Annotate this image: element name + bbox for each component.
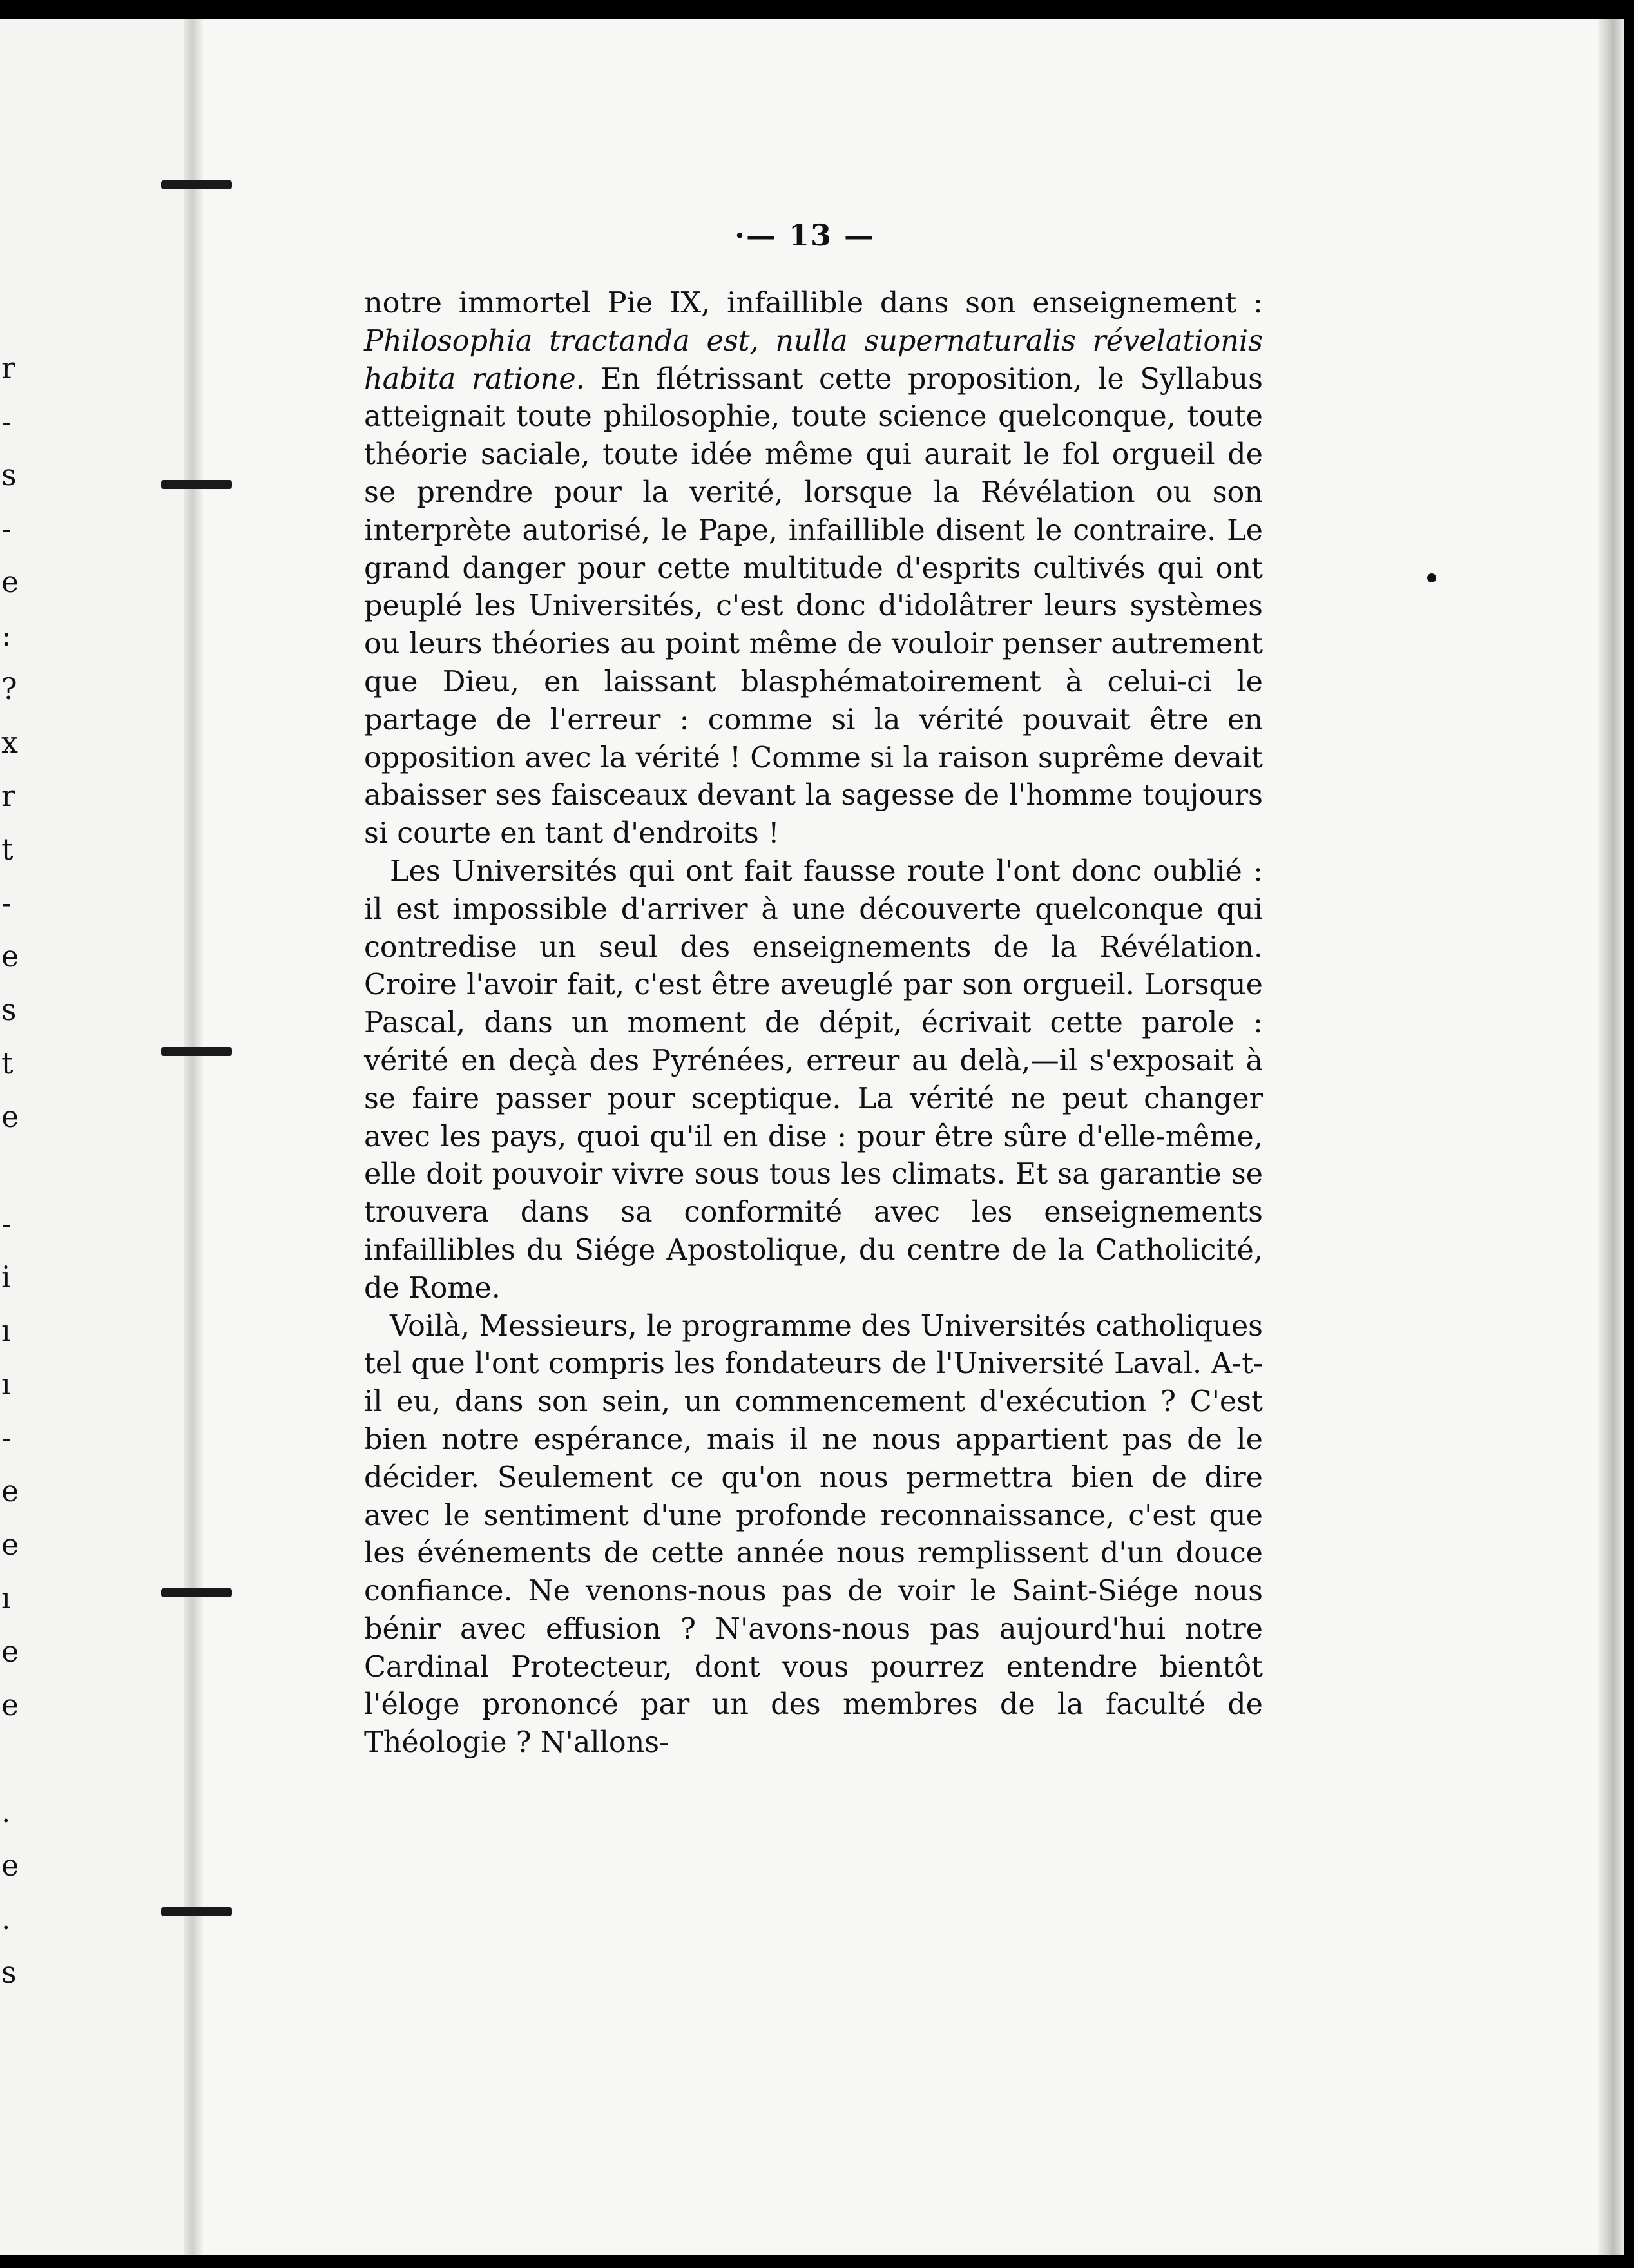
binding-stitch bbox=[161, 1047, 232, 1056]
left-margin-letters: r - s - e : ? x r t - e s t e - i ı ı - e e ı e e . e . s bbox=[1, 351, 19, 1990]
latin-quotation: Philosophia tractanda est, nulla supernaturalis révelationis habita ratione. bbox=[364, 324, 1263, 396]
paragraph-lead: notre immortel Pie IX, infaillible dans son enseignement : bbox=[364, 287, 1263, 320]
paragraph bbox=[364, 285, 1263, 853]
paragraph-rest: En flétrissant cette proposition, le Syllabus atteignait toute philosophie, toute science quelconque, toute théorie saciale, toute idée même qui aurait le fol orgueil de se prendre pour la verité, lorsque la Révélation ou son interprète autorisé, le Pape, infaillible disent le contraire. Le grand danger pour cette multitude d'esprits cultivés qui ont peuplé les Universités, c'est donc d'idolâtrer leurs systèmes ou leurs théories au point même de vouloir penser autrement que Dieu, en laissant blasphématoirement à celui-ci le partage de l'erreur : comme si la vérité pouvait être en opposition avec la vérité ! Comme si la raison suprême devait abaisser ses faisceaux devant la sagesse de l'homme toujours si courte en tant d'endroits ! bbox=[364, 362, 1263, 850]
binding-stitch bbox=[161, 1588, 232, 1597]
left-page-edge bbox=[0, 19, 193, 2255]
page-edge-shadow bbox=[1598, 19, 1624, 2255]
binding-stitch bbox=[161, 480, 232, 489]
binding-stitch bbox=[161, 1907, 232, 1916]
ink-speck bbox=[1427, 573, 1436, 582]
binding-stitch bbox=[161, 180, 232, 189]
paragraph: Les Universités qui ont fait fausse route l'ont donc oublié : il est impossible d'arriver à une découverte quelconque qui contredise un seul des enseignements de la Révélation. Croire l'avoir fait, c'est être aveuglé par son orgueil. Lorsque Pascal, dans un moment de dépit, écrivait cette parole : vérité en deçà des Pyrénées, erreur au delà,—il s'exposait à se faire passer pour sceptique. La vérité ne peut changer avec les pays, quoi qu'il en dise : pour être sûre d'elle-même, elle doit pouvoir vivre sous tous les climats. Et sa garantie se trouvera dans sa conformité avec les enseignements infaillibles du Siége Apostolique, du centre de la Catholicité, de Rome. bbox=[364, 854, 1263, 1305]
page-number: ·— 13 — bbox=[735, 218, 876, 253]
paragraph: Voilà, Messieurs, le programme des Universités catholiques tel que l'ont compris les fondateurs de l'Université Laval. A-t-il eu, dans son sein, un commencement d'exécution ? C'est bien notre espérance, mais il ne nous appartient pas de le décider. Seulement ce qu'on nous permettra bien de dire avec le sentiment d'une profonde reconnaissance, c'est que les événements de cette année nous remplissent d'un douce confiance. Ne venons-nous pas de voir le Saint-Siége nous bénir avec effusion ? N'avons-nous pas aujourd'hui notre Cardinal Protecteur, dont vous pourrez entendre bientôt l'éloge prononcé par un des membres de la faculté de Théologie ? N'allons- bbox=[364, 1309, 1263, 1760]
book-gutter bbox=[184, 19, 203, 2255]
body-text bbox=[364, 285, 1263, 1762]
